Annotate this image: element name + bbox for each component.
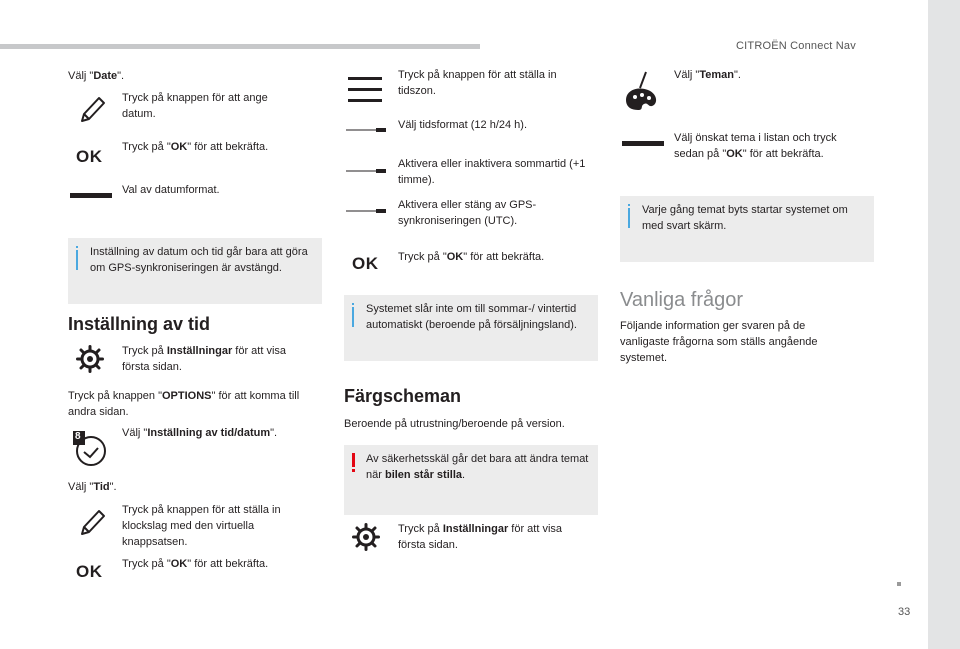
heading-time-settings: Inställning av tid: [68, 314, 211, 334]
time-format-text: Välj tidsformat (12 h/24 h).: [398, 119, 528, 131]
pen-clock-text: Tryck på knappen för att ställa in klockslag med den virtuella knappsatsen.: [122, 504, 281, 548]
info-restart-text: Varje gång temat byts startar systemet om med svart skärm.: [642, 204, 848, 232]
settings-first-page-text-2: Tryck på Inställningar för att visa första sidan.: [398, 523, 563, 551]
info-summer-text: Systemet slår inte om till sommar-/ vintertid automatiskt (beroende på försäljningsland).: [366, 303, 577, 331]
gps-sync-text: Aktivera eller stäng av GPS-synkroniseringen (UTC).: [398, 199, 537, 227]
pen-icon: [78, 95, 106, 125]
gear-icon: [352, 523, 380, 551]
info-box-summer: [344, 295, 598, 361]
menu-lines-icon: [346, 76, 384, 104]
select-time-text: Välj "Tid".: [68, 481, 117, 493]
choose-theme-text: Välj önskat tema i listan och tryck sedan på "OK" för att bekräfta.: [674, 132, 837, 160]
date-format-text: Val av datumformat.: [122, 184, 220, 196]
ok-confirm-text: Tryck på "OK" för att bekräfta.: [122, 141, 269, 153]
ok-button-icon: OK: [352, 254, 379, 273]
pen-date-text: Tryck på knappen för att ange datum.: [122, 92, 268, 120]
gear-icon: [76, 345, 104, 373]
select-time-date-text: Välj "Inställning av tid/datum".: [122, 427, 278, 439]
clock-badge: 8: [75, 431, 81, 442]
info-gps-text: Inställning av datum och tid går bara att göra om GPS-synkroniseringen är avstängd.: [90, 246, 308, 274]
brand-header: CITROËN Connect Nav: [736, 40, 856, 52]
info-icon: [76, 246, 78, 248]
ok-button-icon: OK: [76, 147, 103, 166]
page-edge-tab: [928, 0, 960, 649]
list-item-icon: [70, 192, 112, 200]
warning-text: Av säkerhetsskäl går det bara att ändra temat när bilen står stilla.: [366, 453, 589, 481]
timezone-text: Tryck på knappen för att ställa in tidszon.: [398, 69, 557, 97]
ok-button-icon: OK: [76, 562, 103, 581]
faq-intro-text: Följande information ger svaren på de vanligaste frågorna som ställs angående systemet.: [620, 320, 818, 364]
settings-first-page-text: Tryck på Inställningar för att visa första sidan.: [122, 345, 287, 373]
heading-color-schemes: Färgscheman: [344, 386, 462, 406]
pen-icon: [78, 508, 106, 538]
ok-confirm-text-3: Tryck på "OK" för att bekräfta.: [398, 251, 545, 263]
info-icon: [352, 303, 354, 305]
info-icon: [628, 204, 630, 206]
select-theme-text: Välj "Teman".: [674, 69, 741, 81]
toggle-line-icon: [346, 167, 386, 175]
options-second-page-text: Tryck på knappen "OPTIONS" för att komma till andra sidan.: [68, 390, 300, 418]
toggle-line-icon: [346, 207, 386, 215]
header-bar: [0, 44, 480, 49]
info-box-restart: [620, 196, 874, 262]
info-box-gps: [68, 238, 322, 304]
page-number: 33: [898, 606, 911, 618]
list-item-icon: [622, 140, 664, 148]
warning-icon: [352, 453, 355, 467]
equipment-text: Beroende på utrustning/beroende på version.: [344, 418, 565, 430]
heading-faq: Vanliga frågor: [620, 289, 744, 311]
page-marker: [897, 582, 901, 586]
select-date-text: Välj "Date".: [68, 70, 125, 82]
warning-box: [344, 445, 598, 515]
palette-icon: [622, 70, 662, 114]
toggle-line-icon: [346, 126, 386, 134]
summer-time-text: Aktivera eller inaktivera sommartid (+1 timme).: [398, 158, 586, 186]
ok-confirm-text-2: Tryck på "OK" för att bekräfta.: [122, 558, 269, 570]
